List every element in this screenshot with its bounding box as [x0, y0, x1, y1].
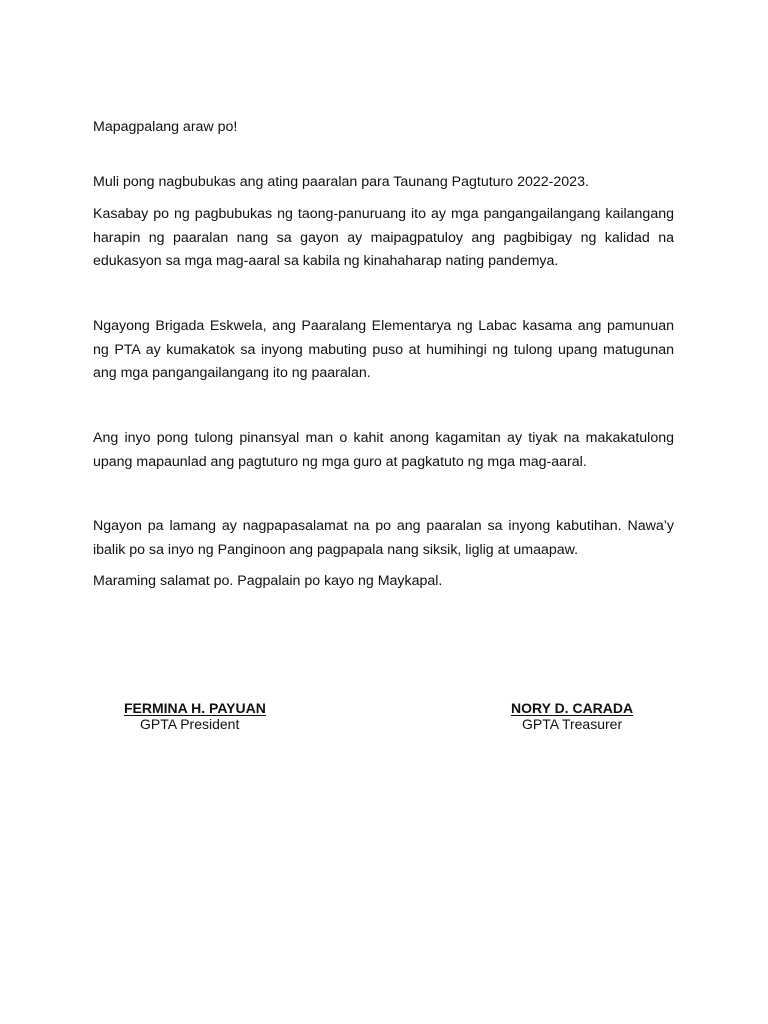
letter-paragraph-support: Ang inyo pong tulong pinansyal man o kahit anong kagamitan ay tiyak na makakatulong upang mapaunlad ang pagtuturo ng mga guro at pagkatuto ng mga mag-aaral. [93, 430, 674, 470]
letter-paragraph-brigada: Ngayong Brigada Eskwela, ang Paaralang Elementarya ng Labac kasama ang pamunuan ng PTA ay kumakatok sa inyong mabuting puso at humihingi ng tulong upang matugunan ang mga pangangailangang ito ng paaralan. [93, 318, 674, 381]
letter-greeting: Mapagpalang araw po! [93, 119, 238, 135]
letter-paragraph-needs: Kasabay po ng pagbubukas ng taong-panuruang ito ay mga pangangailangang kailangang harapin ng paaralan nang sa gayon ay maipagpatuloy ang pagbibigay ng kalidad na edukasyon sa mga mag-aaral sa kabila ng kinahaharap nating pandemya. [93, 206, 674, 269]
letter-paragraph-thanks: Ngayon pa lamang ay nagpapasalamat na po ang paaralan sa inyong kabutihan. Nawa’y ibalik po sa inyo ng Panginoon ang pagpapala nang siksik, liglig at umaapaw. [93, 518, 674, 558]
letter-closing: Maraming salamat po. Pagpalain po kayo ng Maykapal. [93, 573, 443, 589]
signatory-title: GPTA President [140, 716, 240, 732]
signatory-name: NORY D. CARADA [511, 700, 634, 716]
letter-paragraph-opening: Muli pong nagbubukas ang ating paaralan para Taunang Pagtuturo 2022-2023. [93, 174, 589, 190]
signatory-name: FERMINA H. PAYUAN [124, 700, 266, 716]
signatory-title: GPTA Treasurer [522, 716, 623, 732]
